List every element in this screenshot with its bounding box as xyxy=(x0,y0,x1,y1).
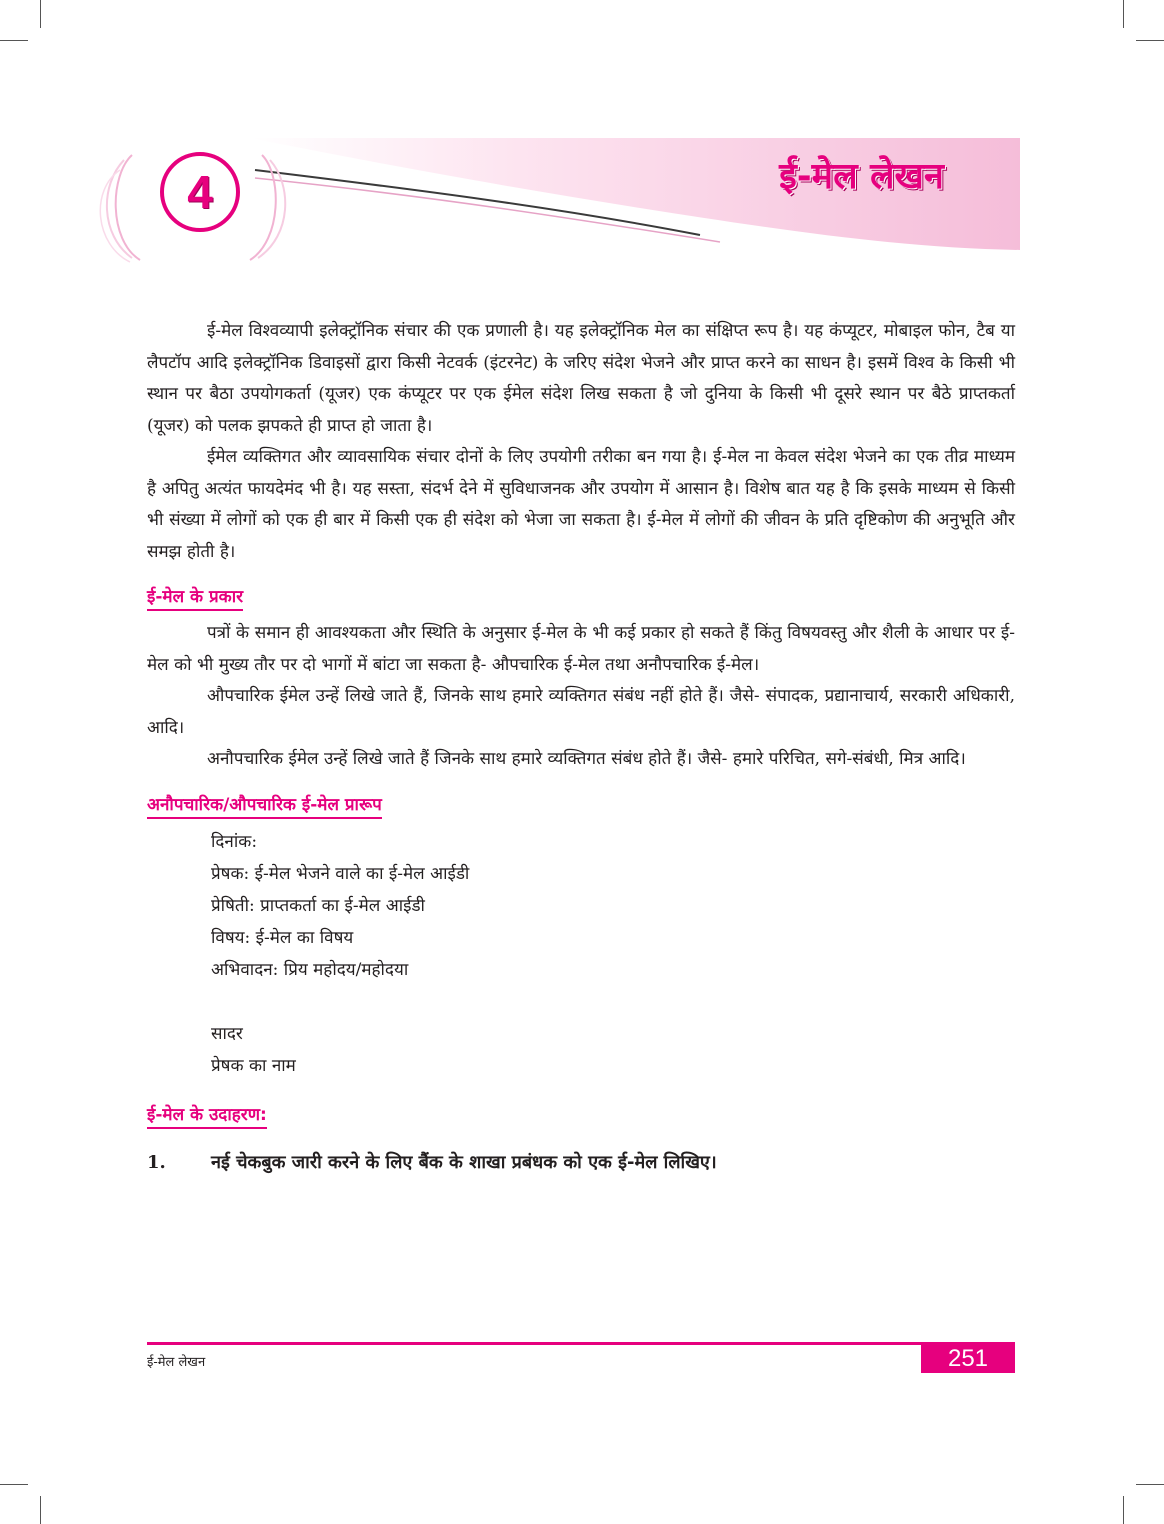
crop-mark xyxy=(1136,40,1164,41)
body-paragraph: औपचारिक ईमेल उन्हें लिखे जाते हैं, जिनके साथ हमारे व्यक्तिगत संबंध नहीं होते हैं। जैसे- संपादक, प्रद्यानाचार्य, सरकारी अधिकारी, आदि। xyxy=(147,686,1015,738)
intro-paragraph: ईमेल व्यक्तिगत और व्यावसायिक संचार दोनों के लिए उपयोगी तरीका बन गया है। ई-मेल ना केवल संदेश भेजने का एक तीव्र माध्यम है अपितु अत्यंत फायदेमंद भी है। यह सस्ता, संदर्भ देने में सुविधाजनक और उपयोग में आसान है। विशेष बात यह है कि इसके माध्यम से किसी भी संख्या में लोगों को एक ही बार में किसी एक ही संदेश को भेजा जा सकता है। ई-मेल में लोगों की जीवन के प्रति दृष्टिकोण की अनुभूति और समझ होती है। xyxy=(147,447,1015,562)
chapter-title: ई-मेल लेखन xyxy=(779,156,944,197)
crop-mark xyxy=(1123,0,1124,28)
page-content xyxy=(147,316,1015,1178)
crop-mark xyxy=(1123,1496,1124,1524)
crop-mark xyxy=(40,1496,41,1524)
section-heading-text: अनौपचारिक/औपचारिक ई-मेल प्रारूप xyxy=(147,795,382,819)
crop-mark xyxy=(0,1484,28,1485)
section-heading-text: ई-मेल के उदाहरण: xyxy=(147,1105,267,1129)
intro-paragraph: ई-मेल विश्वव्यापी इलेक्ट्रॉनिक संचार की एक प्रणाली है। यह इलेक्ट्रॉनिक मेल का संक्षिप्त रूप है। यह कंप्यूटर, मोबाइल फोन, टैब या लैपटॉप आदि इलेक्ट्रॉनिक डिवाइसों द्वारा किसी नेटवर्क (इंटरनेट) के जरिए संदेश भेजने और प्राप्त करने का साधन है। इसमें विश्व के किसी भी स्थान पर बैठा उपयोगकर्ता (यूजर) एक कंप्यूटर पर एक ईमेल संदेश लिख सकता है जो दुनिया के किसी भी दूसरे स्थान पर बैठे प्राप्तकर्ता (यूजर) को पलक झपकते ही प्राप्त हो जाता है। xyxy=(147,321,1015,436)
format-line-sender: प्रेषक: ई-मेल भेजने वाले का ई-मेल आईडी xyxy=(211,863,470,884)
section-heading-text: ई-मेल के प्रकार xyxy=(147,587,243,611)
footer-running-title: ई-मेल लेखन xyxy=(147,1355,206,1370)
chapter-number-badge: 4 xyxy=(160,152,240,232)
format-line-salutation: अभिवादन: प्रिय महोदय/महोदया xyxy=(211,959,409,980)
email-format-block xyxy=(211,826,1015,1082)
crop-mark xyxy=(40,0,41,28)
crop-mark xyxy=(1136,1484,1164,1485)
section-heading-examples xyxy=(147,1100,1015,1130)
question-text: नई चेकबुक जारी करने के लिए बैंक के शाखा प्रबंधक को एक ई-मेल लिखिए। xyxy=(211,1151,717,1173)
format-line-recipient: प्रेषिती: प्राप्तकर्ता का ई-मेल आईडी xyxy=(211,895,425,916)
format-line-date: दिनांक: xyxy=(211,831,258,852)
body-paragraph: अनौपचारिक ईमेल उन्हें लिखे जाते हैं जिनके साथ हमारे व्यक्तिगत संबंध होते हैं। जैसे- हमारे परिचित, सगे-संबंधी, मित्र आदि। xyxy=(207,749,966,769)
example-question xyxy=(147,1148,1015,1178)
page-number: 251 xyxy=(921,1345,1015,1373)
spacer xyxy=(211,986,1015,1018)
footer-rule xyxy=(147,1342,1015,1345)
crop-mark xyxy=(0,40,28,41)
format-line-subject: विषय: ई-मेल का विषय xyxy=(211,927,354,948)
question-number: 1. xyxy=(147,1151,166,1173)
section-heading-types xyxy=(147,582,1015,612)
format-line-sender-name: प्रेषक का नाम xyxy=(211,1055,296,1076)
format-line-closing: सादर xyxy=(211,1023,243,1044)
body-paragraph: पत्रों के समान ही आवश्यकता और स्थिति के अनुसार ई-मेल के भी कई प्रकार हो सकते हैं किंतु विषयवस्तु और शैली के आधार पर ई-मेल को भी मुख्य तौर पर दो भागों में बांटा जा सकता है- औपचारिक ई-मेल तथा अनौपचारिक ई-मेल। xyxy=(147,623,1015,675)
section-heading-format xyxy=(147,790,1015,820)
